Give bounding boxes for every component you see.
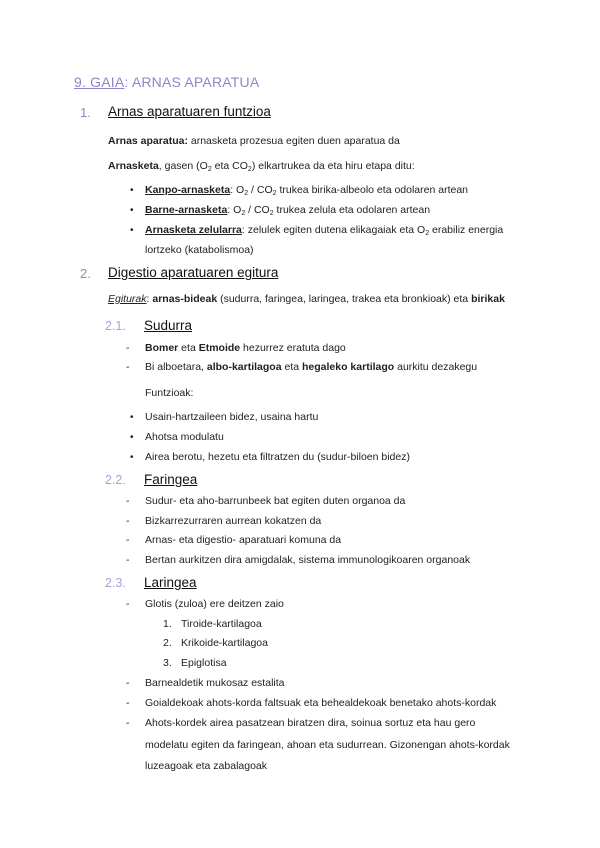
list-item: Bomer eta Etmoide hezurrez eratuta dago <box>145 342 346 354</box>
numbered-item-number: 2. <box>163 637 172 649</box>
dash-icon: - <box>126 697 130 709</box>
subsection-2-1-heading: Sudurra <box>144 318 193 333</box>
list-item: Sudur- eta aho-barrunbeek bat egiten duten organoa da <box>145 495 406 507</box>
list-item: Airea berotu, hezetu eta filtratzen du (sudur-biloen bidez) <box>145 451 410 463</box>
arnasketa-line: Arnasketa, gasen ($O_2$ eta $CO_2$) elkartrukea da eta hiru etapa ditu: <box>108 160 415 173</box>
title-text: : ARNAS APARATUA <box>124 74 260 90</box>
list-item: Bi alboetara, albo-kartilagoa eta hegaleko kartilago aurkitu dezakegu <box>145 361 478 373</box>
dash-icon: - <box>126 534 130 546</box>
dash-icon: - <box>126 515 130 527</box>
list-item: Bertan aurkitzen dira amigdalak, sistema immunologikoaren organoak <box>145 554 471 566</box>
section-2-heading: Digestio aparatuaren egitura <box>108 265 279 280</box>
bullet-icon: • <box>130 432 134 443</box>
dash-icon: - <box>126 361 130 373</box>
funtzioak-label: Funtzioak: <box>145 387 194 399</box>
dash-icon: - <box>126 554 130 566</box>
title-number: 9. GAIA <box>74 74 125 90</box>
section-1-heading: Arnas aparatuaren funtzioa <box>108 104 271 119</box>
definition-line: Arnas aparatua: arnasketa prozesua egiten duen aparatua da <box>108 135 400 147</box>
document-title <box>74 74 259 90</box>
dash-icon: - <box>126 677 130 689</box>
bullet-icon: • <box>130 412 134 423</box>
list-item-continuation: modelatu egiten da faringean, ahoan eta sudurrean. Gizonengan ahots-kordak <box>145 739 510 751</box>
subsection-2-2-heading: Faringea <box>144 472 198 487</box>
subsection-2-3-heading: Laringea <box>144 575 197 590</box>
list-item: Usain-hartzaileen bidez, usaina hartu <box>145 411 319 423</box>
dash-icon: - <box>126 598 130 610</box>
bullet-icon: • <box>130 452 134 463</box>
list-item-continuation: luzeagoak eta zabalagoak <box>145 760 268 772</box>
list-item: Kanpo-arnasketa: $O_2 / CO_2$ trukea birika-albeolo eta odolaren artean <box>145 184 469 197</box>
list-item-continuation: lortzeko (katabolismoa) <box>145 244 254 256</box>
list-item: Ahotsa modulatu <box>145 431 224 443</box>
numbered-item-number: 1. <box>163 618 172 630</box>
list-item: Goialdekoak ahots-korda faltsuak eta behealdekoak benetako ahots-kordak <box>145 697 497 709</box>
dash-icon: - <box>126 495 130 507</box>
numbered-item: Krikoide-kartilagoa <box>181 637 268 649</box>
egiturak-line: Egiturak: arnas-bideak (sudurra, faringea, laringea, trakea eta bronkioak) eta birikak <box>108 293 505 305</box>
numbered-item: Tiroide-kartilagoa <box>181 618 262 630</box>
list-item: Glotis (zuloa) ere deitzen zaio <box>145 598 284 610</box>
section-2-number: 2. <box>80 266 91 281</box>
bullet-icon: • <box>130 225 134 236</box>
list-item: Bizkarrezurraren aurrean kokatzen da <box>145 515 322 527</box>
bullet-icon: • <box>130 205 134 216</box>
numbered-item: Epiglotisa <box>181 657 227 669</box>
dash-icon: - <box>126 717 130 729</box>
subsection-2-2-number: 2.2. <box>105 473 126 487</box>
dash-icon: - <box>126 342 130 354</box>
list-item: Arnasketa zelularra: zelulek egiten dutena elikagaiak eta $O_2$ erabiliz energia <box>145 224 504 237</box>
bullet-icon: • <box>130 185 134 196</box>
list-item: Ahots-kordek airea pasatzean biratzen dira, soinua sortuz eta hau gero <box>145 717 476 729</box>
subsection-2-1-number: 2.1. <box>105 319 126 333</box>
subsection-2-3-number: 2.3. <box>105 576 126 590</box>
section-1-number: 1. <box>80 105 91 120</box>
numbered-item-number: 3. <box>163 657 172 669</box>
list-item: Arnas- eta digestio- aparatuari komuna da <box>145 534 342 546</box>
list-item: Barnealdetik mukosaz estalita <box>145 677 285 689</box>
list-item: Barne-arnasketa: $O_2 / CO_2$ trukea zelula eta odolaren artean <box>145 204 431 217</box>
